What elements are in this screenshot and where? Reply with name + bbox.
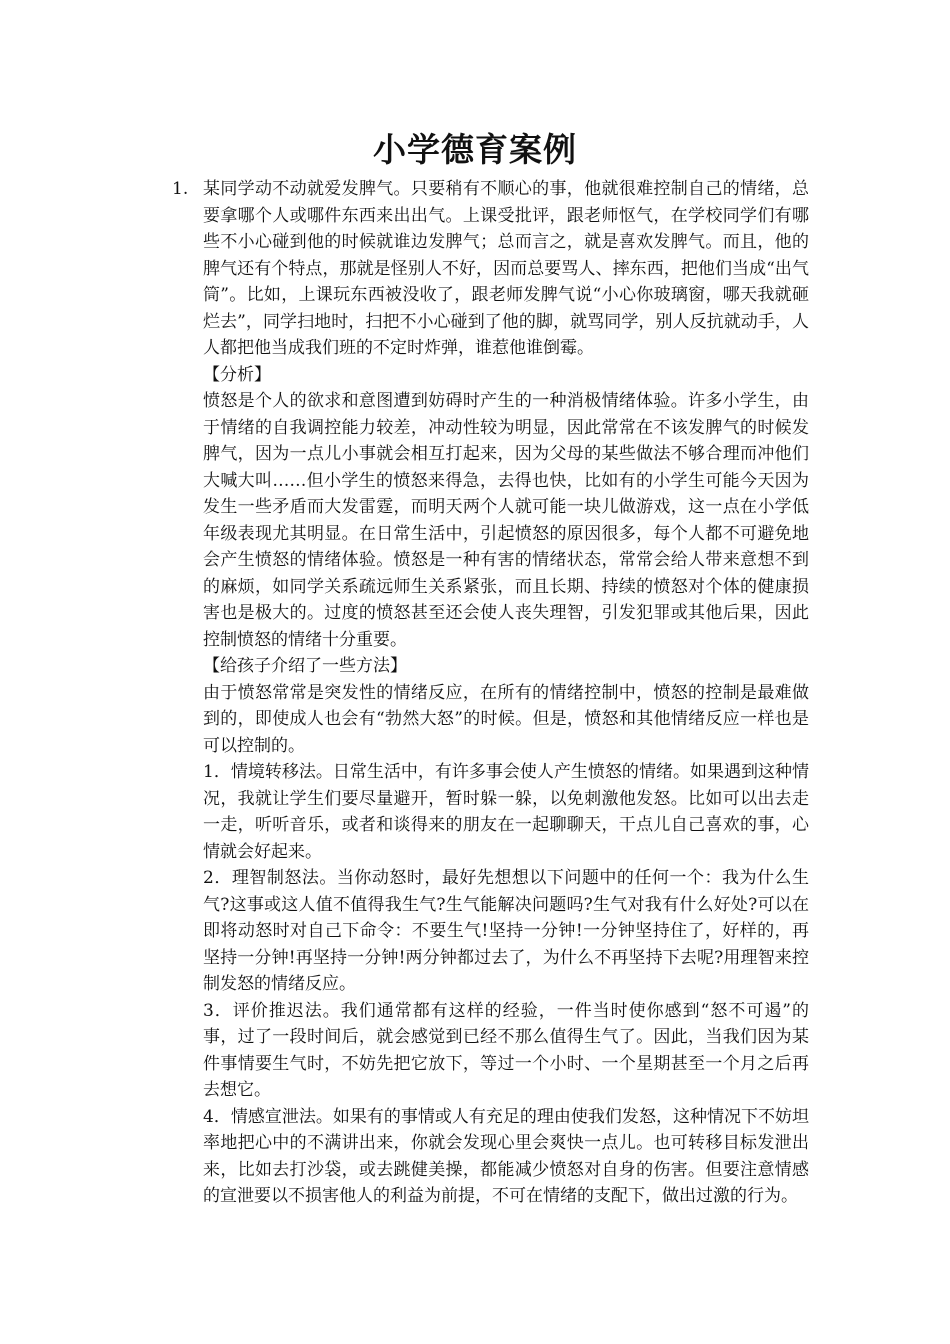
- method-situation-transfer: 1．情境转移法。日常生活中，有许多事会使人产生愤怒的情绪。如果遇到这种情况，我就让学生们要尽量避开，暂时躲一躲，以免刺激他发怒。比如可以出去走一走，听听音乐，或者和谈得来的朋友在一起聊聊天，干点儿自己喜欢的事，心情就会好起来。: [203, 762, 809, 862]
- methods-heading: 【给孩子介绍了一些方法】: [203, 656, 407, 676]
- method-emotional-release: 4．情感宣泄法。如果有的事情或人有充足的理由使我们发怒，这种情况下不妨坦率地把心中的不满讲出来，你就会发现心里会爽快一点儿。也可转移目标发泄出来，比如去打沙袋，或去跳健美操，都能减少愤怒对自身的伤害。但要注意情感的宣泄要以不损害他人的利益为前提，不可在情绪的支配下，做出过激的行为。: [203, 1106, 809, 1206]
- analysis-heading: 【分析】: [203, 364, 271, 385]
- document-title: 小学德育案例: [373, 130, 577, 169]
- method-rational-control: 2．理智制怒法。当你动怒时，最好先想想以下问题中的任何一个：我为什么生气?这事或这人值不值得我生气?生气能解决问题吗?生气对我有什么好处?可以在即将动怒时对自己下命令：不要生气!坚持一分钟!一分钟坚持住了，好样的，再坚持一分钟!再坚持一分钟!两分钟都过去了，为什么不再坚持下去呢?用理智来控制发怒的情绪反应。: [203, 868, 809, 994]
- document-body: [203, 176, 809, 1210]
- method-delayed-evaluation: 3．评价推迟法。我们通常都有这样的经验，一件当时使你感到“怒不可遏”的事，过了一段时间后，就会感觉到已经不那么值得生气了。因此，当我们因为某件事情要生气时，不妨先把它放下，等过一个小时、一个星期甚至一个月之后再去想它。: [203, 1000, 809, 1100]
- analysis-text: 愤怒是个人的欲求和意图遭到妨碍时产生的一种消极情绪体验。许多小学生，由于情绪的自我调控能力较差，冲动性较为明显，因此常常在不该发脾气的时候发脾气，因为一点儿小事就会相互打起来，因为父母的某些做法不够合理而冲他们大喊大叫……但小学生的愤怒来得急，去得也快，比如有的小学生可能今天因为发生一些矛盾而大发雷霆，而明天两个人就可能一块儿做游戏，这一点在小学低年级表现尤其明显。在日常生活中，引起愤怒的原因很多，每个人都不可避免地会产生愤怒的情绪体验。愤怒是一种有害的情绪状态，常常会给人带来意想不到的麻烦，如同学关系疏远师生关系紧张，而且长期、持续的愤怒对个体的健康损害也是极大的。过度的愤怒甚至还会使人丧失理智，引发犯罪或其他后果，因此控制愤怒的情绪十分重要。: [203, 391, 809, 650]
- case-description: 某同学动不动就爱发脾气。只要稍有不顺心的事，他就很难控制自己的情绪，总要拿哪个人或哪件东西来出出气。上课受批评，跟老师怄气，在学校同学们有哪些不小心碰到他的时候就谁边发脾气；总而言之，就是喜欢发脾气。而且，他的脾气还有个特点，那就是怪别人不好，因而总要骂人、摔东西，把他们当成“出气筒”。比如，上课玩东西被没收了，跟老师发脾气说“小心你玻璃窗，哪天我就砸烂去”，同学扫地时，扫把不小心碰到了他的脚，就骂同学，别人反抗就动手，人人都把他当成我们班的不定时炸弹，谁惹他谁倒霉。: [203, 179, 809, 358]
- case-number: 1.: [172, 179, 189, 199]
- methods-intro: 由于愤怒常常是突发性的情绪反应，在所有的情绪控制中，愤怒的控制是最难做到的，即使成人也会有“勃然大怒”的时候。但是，愤怒和其他情绪反应一样也是可以控制的。: [203, 682, 809, 756]
